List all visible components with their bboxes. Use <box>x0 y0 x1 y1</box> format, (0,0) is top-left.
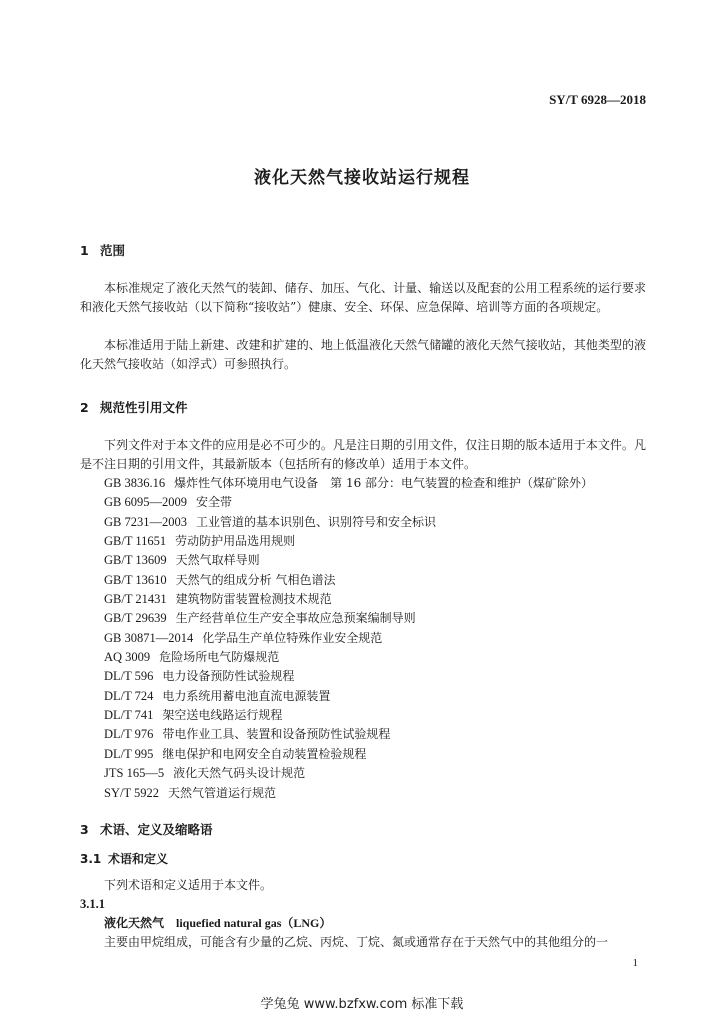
section-3-intro: 下列术语和定义适用于本文件。 <box>104 878 273 892</box>
reference-code: AQ 3009 <box>104 650 151 665</box>
reference-title: 安全带 <box>196 495 233 510</box>
reference-title: 架空送电线路运行规程 <box>162 708 283 723</box>
reference-code: GB/T 21431 <box>104 592 167 607</box>
reference-title: 液化天然气码头设计规范 <box>173 766 306 781</box>
section-2-heading <box>80 398 188 416</box>
normative-references-list <box>104 474 593 803</box>
reference-code: SY/T 5922 <box>104 785 159 800</box>
section-1-heading <box>80 241 125 259</box>
standard-code: SY/T 6928—2018 <box>549 92 646 107</box>
reference-item <box>104 667 593 686</box>
reference-item <box>104 745 593 764</box>
reference-item <box>104 532 593 551</box>
reference-item <box>104 687 593 706</box>
section-1-paragraph-2: 本标准适用于陆上新建、改建和扩建的、地上低温液化天然气储罐的液化天然气接收站，其他类型的液化天然气接收站（如浮式）可参照执行。 <box>80 338 646 371</box>
reference-title: 天然气管道运行规范 <box>168 785 277 800</box>
reference-item <box>104 551 593 570</box>
reference-code: GB/T 11651 <box>104 534 167 549</box>
reference-title: 化学品生产单位特殊作业安全规范 <box>202 630 383 645</box>
term-chinese: 液化天然气 <box>104 916 165 930</box>
reference-item <box>104 764 593 783</box>
section-number: 3 <box>80 822 89 837</box>
reference-item <box>104 474 593 493</box>
reference-code: GB 7231—2003 <box>104 514 187 529</box>
reference-item <box>104 609 593 628</box>
term-english: liquefied natural gas（LNG） <box>176 916 332 930</box>
reference-item <box>104 629 593 648</box>
reference-code: DL/T 724 <box>104 688 154 703</box>
reference-title: 工业管道的基本识别色、识别符号和安全标识 <box>196 514 437 529</box>
term-number: 3.1.1 <box>80 897 105 911</box>
reference-title: 带电作业工具、装置和设备预防性试验规程 <box>162 727 391 742</box>
reference-code: GB/T 13610 <box>104 572 167 587</box>
reference-code: DL/T 995 <box>104 746 154 761</box>
reference-item <box>104 571 593 590</box>
reference-title: 爆炸性气体环境用电气设备 第 16 部分：电气装置的检查和维护（煤矿除外） <box>174 476 594 490</box>
reference-title: 天然气取样导则 <box>175 553 260 568</box>
section-title: 术语、定义及缩略语 <box>100 822 213 837</box>
reference-title: 天然气的组成分析 气相色谱法 <box>175 572 336 587</box>
reference-title: 建筑物防雷装置检测技术规范 <box>175 592 332 607</box>
reference-item <box>104 590 593 609</box>
reference-item <box>104 784 593 803</box>
section-number: 2 <box>80 400 89 415</box>
reference-code: GB 6095—2009 <box>104 495 187 510</box>
reference-code: DL/T 741 <box>104 708 154 723</box>
term-definition: 主要由甲烷组成，可能含有少量的乙烷、丙烷、丁烷、氮或通常存在于天然气中的其他组分的一 <box>104 935 609 949</box>
reference-code: GB/T 13609 <box>104 553 167 568</box>
section-3-heading <box>80 820 213 838</box>
reference-code: GB 30871—2014 <box>104 630 194 645</box>
subsection-number: 3.1 <box>80 852 102 866</box>
section-title: 规范性引用文件 <box>100 400 188 415</box>
reference-item <box>104 648 593 667</box>
page-number: 1 <box>632 957 638 969</box>
subsection-title: 术语和定义 <box>108 852 169 866</box>
reference-title: 电力系统用蓄电池直流电源装置 <box>162 688 331 703</box>
reference-code: DL/T 976 <box>104 727 154 742</box>
section-1-paragraph-1: 本标准规定了液化天然气的装卸、储存、加压、气化、计量、输送以及配套的公用工程系统的运行要求和液化天然气接收站（以下简称“接收站”）健康、安全、环保、应急保障、培训等方面的各项规定。 <box>80 281 646 314</box>
document-title: 液化天然气接收站运行规程 <box>254 168 470 188</box>
section-2-intro: 下列文件对于本文件的应用是必不可少的。凡是注日期的引用文件，仅注日期的版本适用于本文件。凡是不注日期的引用文件，其最新版本（包括所有的修改单）适用于本文件。 <box>80 438 646 471</box>
reference-item <box>104 706 593 725</box>
term-heading <box>104 914 331 933</box>
reference-title: 电力设备预防性试验规程 <box>162 669 295 684</box>
reference-code: GB 3836.16 <box>104 476 166 490</box>
reference-item <box>104 493 593 512</box>
reference-title: 劳动防护用品选用规则 <box>175 534 296 549</box>
reference-code: JTS 165—5 <box>104 766 165 781</box>
reference-title: 危险场所电气防爆规范 <box>159 650 280 665</box>
reference-title: 继电保护和电网安全自动装置检验规程 <box>162 746 367 761</box>
reference-code: GB/T 29639 <box>104 611 167 626</box>
reference-item <box>104 513 593 532</box>
section-number: 1 <box>80 243 89 258</box>
reference-title: 生产经营单位生产安全事故应急预案编制导则 <box>175 611 416 626</box>
subsection-3-1-heading <box>80 850 168 867</box>
reference-item <box>104 725 593 744</box>
reference-code: DL/T 596 <box>104 669 154 684</box>
site-watermark: 学兔兔 www.bzfxw.com 标准下载 <box>260 997 464 1012</box>
section-title: 范围 <box>100 243 126 258</box>
